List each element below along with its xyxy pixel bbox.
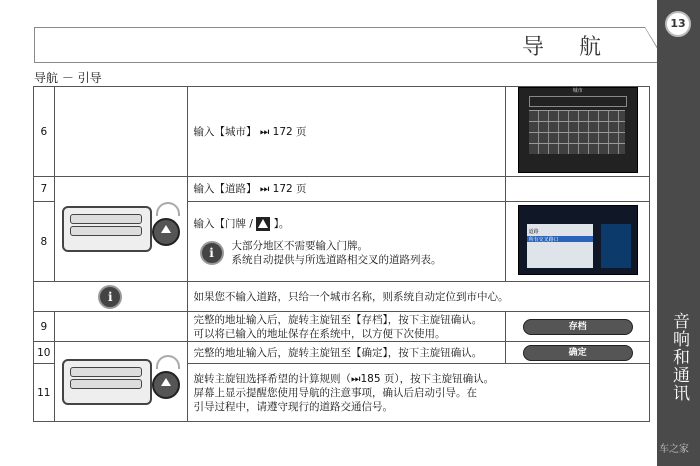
chapter-number-badge: 13 — [665, 11, 691, 37]
street-list-screen-image: 道路 所有交叉路口 — [518, 205, 638, 275]
step-number: 6 — [34, 87, 55, 177]
table-row — [34, 87, 650, 177]
info-cell — [34, 282, 188, 312]
page-header — [34, 27, 645, 63]
chapter-tab — [657, 0, 700, 466]
table-row — [34, 282, 650, 312]
note-text: 大部分地区不需要输入门牌。 系统自动提供与所选道路相交叉的道路列表。 — [231, 239, 442, 266]
screen-cell — [506, 202, 650, 282]
rotate-arrow-icon — [156, 355, 180, 369]
info-note — [194, 239, 500, 267]
step-number: 11 — [34, 364, 55, 422]
step-number: 8 — [34, 202, 55, 282]
rotate-arrow-icon — [156, 202, 180, 216]
console-cell — [54, 87, 187, 177]
main-knob-icon — [152, 218, 180, 246]
step-text: 完整的地址输入后，旋转主旋钮至【确定】，按下主旋钮确认。 — [187, 342, 506, 364]
save-button-image: 存档 — [523, 319, 633, 335]
step-number: 10 — [34, 342, 55, 364]
step-text: 旋转主旋钮选择希望的计算规则（⏭185 页），按下主旋钮确认。 屏幕上显示提醒您使用导航的注意事项，确认后启动引导。在 引导过程中，请遵守现行的道路交通信号。 — [187, 364, 649, 422]
page-title: 导 航 — [522, 35, 615, 60]
table-row — [34, 342, 650, 364]
table-row — [34, 177, 650, 202]
step-text: 输入【门牌 / 】。 i 大部分地区不需要输入门牌。 系统自动提供与所选道路相交叉的道路列表。 — [187, 202, 506, 282]
control-panel-image — [56, 196, 186, 262]
warning-icon — [256, 217, 270, 231]
chapter-title: 音响和通讯 — [669, 312, 689, 402]
keyboard-screen-image: 城市 — [518, 87, 638, 173]
control-panel-image — [56, 349, 186, 415]
console-cell — [54, 342, 187, 422]
screen-cell — [506, 87, 650, 177]
main-knob-icon — [152, 371, 180, 399]
step-text: 完整的地址输入后，旋转主旋钮至【存档】，按下主旋钮确认。 可以将已输入的地址保存在系统中，以方便下次使用。 — [187, 312, 506, 342]
confirm-button-image: 确定 — [523, 345, 633, 361]
step-number: 7 — [34, 177, 55, 202]
step-text: 输入【城市】 ⏭ 172 页 — [187, 87, 506, 177]
step-text: 输入【道路】 ⏭ 172 页 — [187, 177, 506, 202]
info-icon: i — [200, 241, 224, 265]
steps-table — [33, 86, 650, 422]
watermark: 车之家 — [659, 444, 689, 455]
table-row — [34, 312, 650, 342]
step-number: 9 — [34, 312, 55, 342]
console-cell — [54, 177, 187, 282]
section-subtitle: 导航 － 引导 — [34, 71, 102, 85]
info-text: 如果您不输入道路，只给一个城市名称，则系统自动定位到市中心。 — [187, 282, 649, 312]
info-icon: i — [98, 285, 122, 309]
